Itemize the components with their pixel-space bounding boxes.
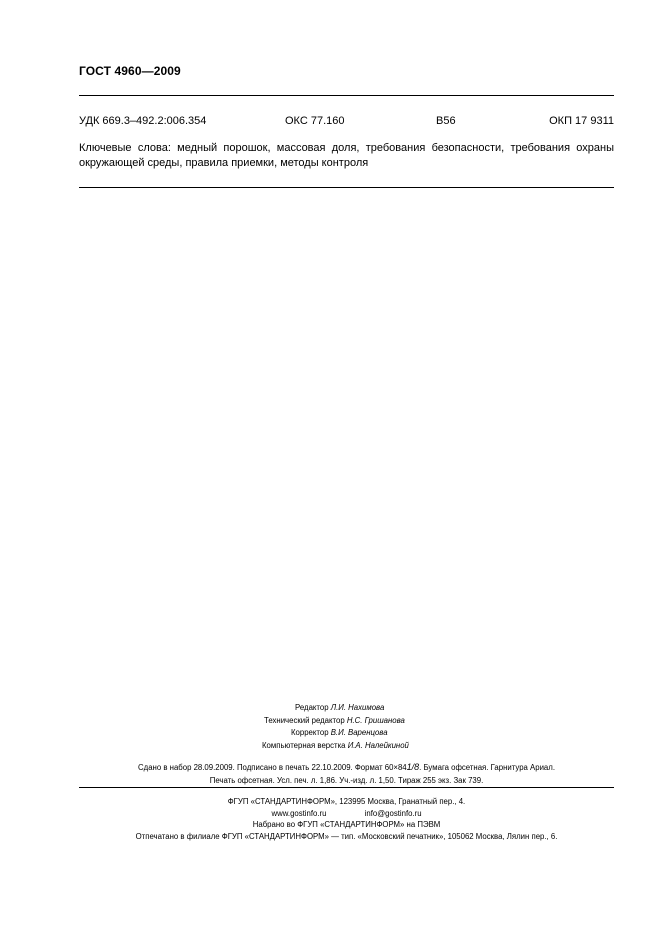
oks-code: ОКС 77.160 (285, 115, 345, 127)
keywords-line-2: окружающей среды, правила приемки, методы контроля (79, 157, 369, 169)
keywords-line-1: Ключевые слова: медный порошок, массовая доля, требования безопасности, требования охраны (79, 142, 614, 154)
keywords (79, 141, 614, 171)
credit-name: Н.С. Гришанова (346, 715, 405, 725)
classification-row (79, 115, 614, 129)
keywords-divider (79, 187, 614, 188)
publisher-email: info@gostinfo.ru (364, 808, 422, 818)
credit-name: И.А. Налейкиной (347, 740, 409, 750)
publisher-website: www.gostinfo.ru (271, 808, 327, 818)
group-code: В56 (436, 115, 456, 127)
udk-code: УДК 669.3–492.2:006.354 (79, 115, 207, 127)
imprint-block (79, 761, 614, 787)
top-divider (79, 95, 614, 96)
credit-layout (240, 740, 500, 753)
imprint-paper: . Бумага офсетная. Гарнитура Ариал. (419, 763, 555, 772)
publisher-address: ФГУП «СТАНДАРТИНФОРМ», 123995 Москва, Гранатный пер., 4. (227, 797, 466, 806)
credit-proofreader (240, 727, 500, 740)
credit-tech-editor (240, 715, 500, 728)
printed-note: Отпечатано в филиале ФГУП «СТАНДАРТИНФОРМ» — тип. «Московский печатник», 105062 Москва, Лялин пер., 6. (135, 831, 558, 841)
format-fraction: 1/8 (406, 762, 420, 772)
imprint-line-2: Печать офсетная. Усл. печ. л. 1,86. Уч.-изд. л. 1,50. Тираж 255 экз. Зак 739. (209, 775, 484, 785)
imprint-dates: Сдано в набор 28.09.2009. Подписано в печать 22.10.2009. Формат 60×84 (138, 763, 407, 772)
okp-code: ОКП 17 9311 (549, 115, 614, 127)
credit-role: Компьютерная верстка (262, 740, 346, 750)
credit-role: Корректор (291, 728, 329, 737)
publisher-contacts (79, 808, 614, 820)
imprint-line-1 (79, 761, 614, 775)
standard-number: ГОСТ 4960—2009 (79, 64, 181, 78)
credit-name: Л.И. Нахимова (330, 703, 385, 712)
credit-editor (240, 702, 500, 715)
credits-block (240, 702, 500, 752)
typeset-note: Набрано во ФГУП «СТАНДАРТИНФОРМ» на ПЭВМ (252, 820, 441, 829)
imprint-divider (79, 787, 614, 788)
credit-role: Технический редактор (264, 715, 345, 725)
credit-name: В.И. Варенцова (330, 728, 388, 737)
credit-role: Редактор (295, 703, 329, 712)
publisher-block (79, 796, 614, 842)
